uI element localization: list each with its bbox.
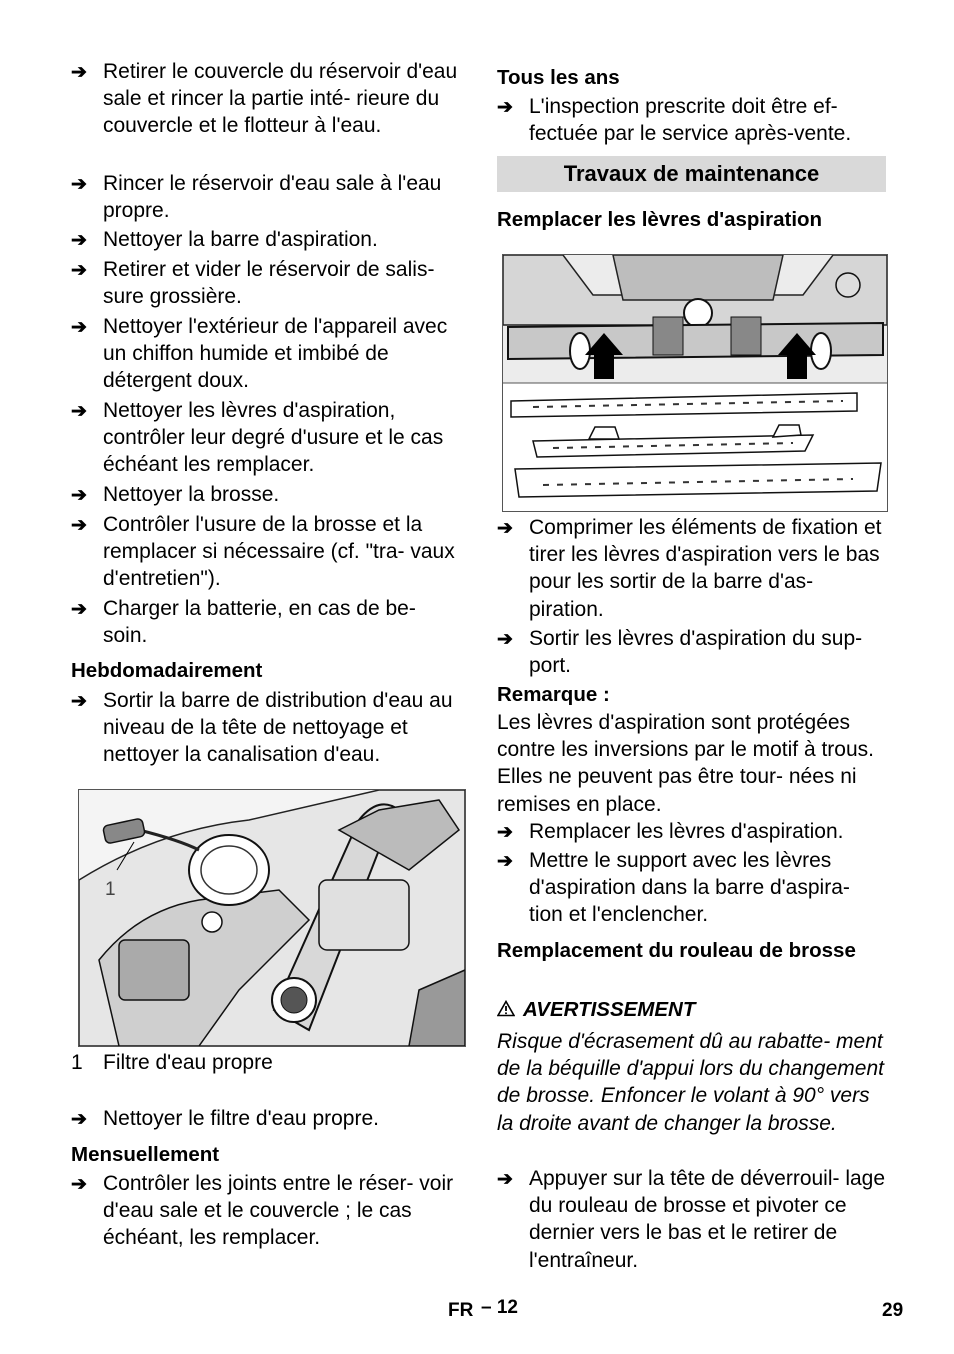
arrow-right-icon: ➔ <box>71 317 87 338</box>
subheading-replace-lips: Remplacer les lèvres d'aspiration <box>497 208 823 231</box>
arrow-right-icon: ➔ <box>71 260 87 281</box>
list-item: ➔ Contrôler les joints entre le réser- voir d'eau sale et le couvercle ; le cas échéant, les remplacer. <box>71 1172 454 1250</box>
footer-language: FR <box>448 1300 474 1321</box>
arrow-right-icon: ➔ <box>71 174 87 195</box>
list-item: ➔ Sortir la barre de distribution d'eau au niveau de la tête de nettoyage et nettoyer la canalisation d'eau. <box>71 689 453 767</box>
figure-callout: 1 <box>105 879 116 900</box>
arrow-right-icon: ➔ <box>497 822 513 843</box>
squeegee-lips-figure <box>502 254 888 512</box>
arrow-right-icon: ➔ <box>497 97 513 118</box>
list-item: ➔ Nettoyer le filtre d'eau propre. <box>71 1105 463 1132</box>
arrow-right-icon: ➔ <box>71 515 87 536</box>
arrow-right-icon: ➔ <box>71 599 87 620</box>
section-title: Travaux de maintenance <box>563 161 820 186</box>
arrow-right-icon: ➔ <box>71 401 87 422</box>
arrow-right-icon: ➔ <box>71 691 87 712</box>
list-item: ➔ Sortir les lèvres d'aspiration du sup- port. <box>497 627 863 678</box>
machine-illustration <box>79 790 465 1046</box>
list-item: ➔ Retirer le couvercle du réservoir d'eau sale et rincer la partie inté- rieure du couvercle et le flotteur à l'eau. <box>71 60 458 138</box>
arrow-right-icon: ➔ <box>71 62 87 83</box>
list-item: ➔ Comprimer les éléments de fixation et tirer les lèvres d'aspiration vers le bas pour les sortir de la barre d'as- piration. <box>497 516 882 621</box>
list-item: ➔ Nettoyer l'extérieur de l'appareil avec un chiffon humide et imbibé de détergent doux. <box>71 315 448 393</box>
list-item: ➔ Nettoyer la barre d'aspiration. <box>71 226 463 253</box>
list-item: ➔ Mettre le support avec les lèvres d'aspiration dans la barre d'aspira- tion et l'enclencher. <box>497 849 850 927</box>
arrow-right-icon: ➔ <box>497 518 513 539</box>
note-label: Remarque : <box>497 683 610 706</box>
arrow-right-icon: ➔ <box>71 1174 87 1195</box>
page-number: 29 <box>882 1300 904 1321</box>
warning-triangle-icon <box>497 1000 515 1017</box>
list-item: ➔ Nettoyer les lèvres d'aspiration, contrôler leur degré d'usure et le cas échéant les remplacer. <box>71 399 444 477</box>
arrow-right-icon: ➔ <box>497 629 513 650</box>
weekly-heading: Hebdomadairement <box>71 659 263 682</box>
section-band <box>497 156 886 192</box>
list-item: ➔ Retirer et vider le réservoir de salis- sure grossière. <box>71 258 435 309</box>
arrow-right-icon: ➔ <box>71 485 87 506</box>
list-item: ➔ L'inspection prescrite doit être ef- fectuée par le service après-vente. <box>497 95 852 146</box>
warning-heading <box>497 996 695 1024</box>
list-item: ➔ Charger la batterie, en cas de be- soin. <box>71 597 416 648</box>
list-item: ➔ Contrôler l'usure de la brosse et la remplacer si nécessaire (cf. "tra- vaux d'entretien"). <box>71 513 455 591</box>
legend-text: Filtre d'eau propre <box>103 1051 273 1074</box>
squeegee-illustration <box>503 255 887 511</box>
footer-section-page: – 12 <box>481 1297 518 1318</box>
list-item: ➔ Rincer le réservoir d'eau sale à l'eau propre. <box>71 172 442 223</box>
list-item: ➔ Nettoyer la brosse. <box>71 481 463 508</box>
monthly-heading: Mensuellement <box>71 1143 220 1166</box>
yearly-heading: Tous les ans <box>497 66 620 89</box>
warning-label: AVERTISSEMENT <box>523 998 696 1021</box>
arrow-right-icon: ➔ <box>497 851 513 872</box>
list-item: ➔ Appuyer sur la tête de déverrouil- lage du rouleau de brosse et pivoter ce dernier vers le bas et le retirer de l'entraîneur. <box>497 1167 886 1272</box>
legend-number: 1 <box>71 1051 83 1074</box>
arrow-right-icon: ➔ <box>497 1169 513 1190</box>
list-item: ➔ Remplacer les lèvres d'aspiration. <box>497 818 887 845</box>
clean-water-filter-figure <box>78 789 466 1047</box>
note-text: Les lèvres d'aspiration sont protégées contre les inversions par le motif à trous. Elles ne peuvent pas être tour- nées ni remises en place. <box>497 711 874 816</box>
warning-text: Risque d'écrasement dû au rabatte- ment de la béquille d'appui lors du changement de brosse. Enfoncer le volant à 90° vers la droite avant de changer la brosse. <box>497 1030 884 1135</box>
arrow-right-icon: ➔ <box>71 1109 87 1130</box>
arrow-right-icon: ➔ <box>71 230 87 251</box>
subheading-brush-roller: Remplacement du rouleau de brosse <box>497 939 856 962</box>
